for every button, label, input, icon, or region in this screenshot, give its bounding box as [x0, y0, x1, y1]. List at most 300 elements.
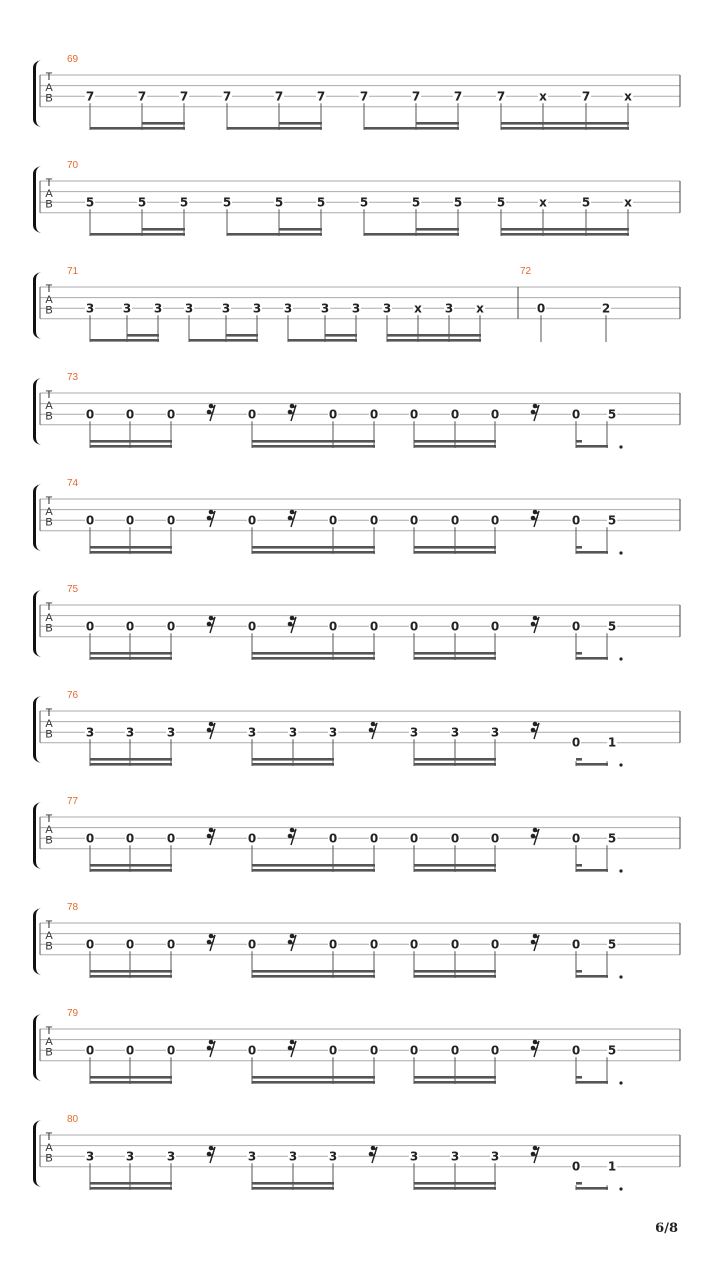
tab-clef-letter: T [45, 177, 53, 189]
fret-number: 3 [221, 301, 231, 316]
tab-clef-letter: A [45, 611, 53, 624]
tab-clef-letter: B [45, 304, 53, 317]
tab-system [33, 372, 680, 449]
fret-number: 3 [125, 725, 135, 740]
beam [90, 869, 172, 872]
fret-number: 5 [222, 195, 232, 210]
measure-number: 73 [67, 372, 79, 383]
beam [252, 1182, 334, 1185]
fret-number: 3 [85, 1149, 95, 1164]
augmentation-dot [619, 551, 622, 554]
tab-clef-letter: A [45, 717, 53, 730]
fret-number: 7 [274, 89, 284, 104]
beam [576, 657, 608, 660]
fret-number: x [476, 301, 484, 316]
fret-number: 0 [328, 619, 338, 634]
fret-number: 0 [490, 513, 500, 528]
beam [90, 440, 172, 443]
fret-number: 0 [571, 407, 581, 422]
beam [414, 657, 496, 660]
fret-number: x [624, 89, 632, 104]
fret-number: 0 [450, 1043, 460, 1058]
measure-number: 75 [67, 584, 79, 595]
augmentation-dot [619, 869, 622, 872]
fret-number: 0 [571, 1159, 581, 1174]
tab-system [33, 160, 680, 236]
fret-number: 3 [184, 301, 194, 316]
fret-number: 0 [166, 937, 176, 952]
beam [576, 864, 582, 867]
fret-number: 0 [571, 937, 581, 952]
fret-number: x [624, 195, 632, 210]
fret-number: 3 [288, 1149, 298, 1164]
fret-number: 3 [409, 725, 419, 740]
beam [576, 763, 608, 766]
page-number: 6/8 [655, 1221, 678, 1236]
tab-system [33, 1008, 680, 1085]
fret-number: 3 [153, 301, 163, 316]
fret-number: 0 [328, 1043, 338, 1058]
fret-number: 3 [320, 301, 330, 316]
fret-number: 2 [601, 301, 611, 316]
fret-number: 0 [328, 831, 338, 846]
fret-number: 0 [369, 407, 379, 422]
beam [414, 758, 496, 761]
tab-clef-letter: B [45, 940, 53, 953]
fret-number: 0 [328, 407, 338, 422]
beam [252, 970, 375, 973]
fret-number: 3 [351, 301, 361, 316]
fret-number: 7 [179, 89, 189, 104]
beam [414, 864, 496, 867]
beam [252, 1081, 375, 1084]
beam [414, 763, 496, 766]
fret-number: 5 [607, 407, 617, 422]
beam [90, 657, 172, 660]
sixteenth-rest [288, 1040, 296, 1057]
fret-number: 5 [581, 195, 591, 210]
fret-number: 0 [85, 831, 95, 846]
beam [90, 546, 172, 549]
sixteenth-rest [531, 722, 539, 739]
beam [288, 339, 357, 342]
sixteenth-rest [207, 510, 215, 527]
fret-number: 3 [490, 725, 500, 740]
fret-number: 0 [166, 407, 176, 422]
beam [252, 1187, 334, 1190]
fret-number: 0 [85, 619, 95, 634]
measure-number: 78 [67, 902, 79, 913]
fret-number: 0 [490, 937, 500, 952]
beam [576, 869, 608, 872]
beam [576, 758, 582, 761]
fret-number: 0 [571, 513, 581, 528]
fret-number: 0 [125, 407, 135, 422]
sixteenth-rest [207, 1146, 215, 1163]
fret-number: 0 [409, 407, 419, 422]
beam [252, 445, 375, 448]
tab-clef-letter: T [45, 389, 53, 401]
sixteenth-rest [531, 1146, 539, 1163]
fret-number: 3 [382, 301, 392, 316]
beam [142, 122, 185, 125]
fret-number: 0 [328, 937, 338, 952]
sixteenth-rest [531, 510, 539, 527]
fret-number: 0 [409, 1043, 419, 1058]
tab-clef-letter: A [45, 1035, 53, 1048]
fret-number: x [539, 195, 547, 210]
fret-number: 0 [536, 301, 546, 316]
fret-number: 7 [453, 89, 463, 104]
beam [576, 546, 582, 549]
fret-number: 0 [450, 513, 460, 528]
fret-number: 3 [247, 725, 257, 740]
beam [252, 551, 375, 554]
tab-clef-letter: A [45, 399, 53, 412]
fret-number: 0 [166, 619, 176, 634]
beam [279, 228, 322, 231]
fret-number: 0 [125, 513, 135, 528]
sixteenth-rest [288, 828, 296, 845]
fret-number: 3 [85, 725, 95, 740]
beam [414, 440, 496, 443]
beam [416, 228, 459, 231]
beam [501, 127, 629, 130]
fret-number: 3 [444, 301, 454, 316]
beam [414, 546, 496, 549]
beam [414, 1182, 496, 1185]
tab-clef-letter: B [45, 622, 53, 635]
tab-clef-letter: B [45, 834, 53, 847]
beam [279, 122, 322, 125]
beam [252, 864, 375, 867]
beam [90, 127, 185, 130]
tab-clef-letter: A [45, 187, 53, 200]
fret-number: 5 [179, 195, 189, 210]
beam [90, 1081, 172, 1084]
beam [414, 975, 496, 978]
fret-number: 7 [316, 89, 326, 104]
fret-number: 0 [125, 1043, 135, 1058]
tab-clef-letter: B [45, 1152, 53, 1165]
beam [387, 334, 481, 337]
tab-system [33, 796, 680, 873]
fret-number: 5 [496, 195, 506, 210]
measure-number: 80 [67, 1114, 79, 1125]
tab-system [33, 266, 680, 342]
tab-clef-letter: T [45, 813, 53, 825]
tab-clef-letter: B [45, 1046, 53, 1059]
fret-number: 3 [125, 1149, 135, 1164]
sixteenth-rest [207, 722, 215, 739]
tab-clef-letter: T [45, 495, 53, 507]
beam [576, 1076, 582, 1079]
measure-number: 71 [67, 266, 79, 277]
fret-number: 0 [571, 619, 581, 634]
fret-number: 0 [490, 1043, 500, 1058]
beam [501, 233, 629, 236]
fret-number: 5 [316, 195, 326, 210]
sixteenth-rest [288, 510, 296, 527]
fret-number: 0 [369, 831, 379, 846]
sixteenth-rest [207, 934, 215, 951]
fret-number: 7 [411, 89, 421, 104]
beam [189, 339, 258, 342]
fret-number: 0 [166, 513, 176, 528]
fret-number: 7 [222, 89, 232, 104]
augmentation-dot [619, 657, 622, 660]
beam [576, 652, 582, 655]
beam [90, 233, 185, 236]
fret-number: 7 [581, 89, 591, 104]
tab-system [33, 584, 680, 661]
beam [414, 869, 496, 872]
tab-clef-letter: B [45, 728, 53, 741]
beam [127, 334, 159, 337]
fret-number: 3 [85, 301, 95, 316]
beam [252, 869, 375, 872]
measure-number: 69 [67, 54, 79, 65]
beam [90, 864, 172, 867]
fret-number: 0 [409, 937, 419, 952]
fret-number: 0 [409, 513, 419, 528]
beam [252, 975, 375, 978]
tab-system [33, 902, 680, 979]
beam [414, 551, 496, 554]
beam [414, 970, 496, 973]
fret-number: 0 [85, 1043, 95, 1058]
fret-number: 0 [369, 937, 379, 952]
sixteenth-rest [531, 934, 539, 951]
fret-number: 0 [369, 1043, 379, 1058]
augmentation-dot [619, 1081, 622, 1084]
augmentation-dot [619, 975, 622, 978]
fret-number: 3 [288, 725, 298, 740]
augmentation-dot [619, 445, 622, 448]
fret-number: 0 [369, 619, 379, 634]
tab-clef-letter: A [45, 929, 53, 942]
fret-number: 5 [359, 195, 369, 210]
beam [90, 1182, 172, 1185]
beam [90, 763, 172, 766]
fret-number: 3 [450, 1149, 460, 1164]
beam [576, 1182, 582, 1185]
tab-system [33, 690, 680, 767]
beam [576, 1187, 608, 1190]
beam [416, 122, 459, 125]
beam [90, 551, 172, 554]
fret-number: 0 [328, 513, 338, 528]
fret-number: 3 [283, 301, 293, 316]
sixteenth-rest [288, 404, 296, 421]
beam [576, 975, 608, 978]
sixteenth-rest [207, 404, 215, 421]
beam [90, 970, 172, 973]
sixteenth-rest [369, 722, 377, 739]
measure-number: 79 [67, 1008, 79, 1019]
beam [252, 657, 375, 660]
fret-number: 0 [490, 619, 500, 634]
fret-number: 5 [274, 195, 284, 210]
fret-number: 5 [607, 1043, 617, 1058]
fret-number: 0 [450, 619, 460, 634]
fret-number: 0 [166, 831, 176, 846]
fret-number: 7 [137, 89, 147, 104]
beam [364, 127, 459, 130]
sixteenth-rest [531, 828, 539, 845]
fret-number: 1 [607, 735, 617, 750]
beam [387, 339, 481, 342]
tab-clef-letter: A [45, 505, 53, 518]
beam [90, 758, 172, 761]
beam [252, 758, 334, 761]
beam [576, 551, 608, 554]
fret-number: 0 [571, 1043, 581, 1058]
fret-number: 0 [571, 831, 581, 846]
fret-number: 0 [85, 407, 95, 422]
fret-number: 0 [490, 831, 500, 846]
tab-clef-letter: B [45, 410, 53, 423]
sixteenth-rest [531, 404, 539, 421]
fret-number: 3 [166, 1149, 176, 1164]
beam [90, 652, 172, 655]
fret-number: 0 [85, 513, 95, 528]
beam [576, 970, 582, 973]
fret-number: 3 [122, 301, 132, 316]
fret-number: 3 [166, 725, 176, 740]
fret-number: 0 [247, 619, 257, 634]
beam [501, 228, 629, 231]
fret-number: 7 [85, 89, 95, 104]
measure-number: 74 [67, 478, 79, 489]
fret-number: 0 [247, 1043, 257, 1058]
beam [252, 1076, 375, 1079]
beam [142, 228, 185, 231]
fret-number: 3 [490, 1149, 500, 1164]
tab-clef-letter: A [45, 81, 53, 94]
fret-number: x [539, 89, 547, 104]
sixteenth-rest [531, 1040, 539, 1057]
tab-clef-letter: B [45, 516, 53, 529]
fret-number: 0 [166, 1043, 176, 1058]
beam [576, 1081, 608, 1084]
fret-number: 0 [125, 937, 135, 952]
fret-number: 0 [247, 513, 257, 528]
beam [414, 1187, 496, 1190]
tab-clef-letter: T [45, 283, 53, 295]
fret-number: 5 [607, 937, 617, 952]
augmentation-dot [619, 763, 622, 766]
beam [576, 440, 582, 443]
fret-number: 0 [409, 831, 419, 846]
beam [325, 334, 357, 337]
fret-number: 0 [247, 831, 257, 846]
beam [227, 233, 322, 236]
fret-number: 0 [409, 619, 419, 634]
sixteenth-rest [207, 616, 215, 633]
fret-number: 3 [409, 1149, 419, 1164]
tab-clef-letter: A [45, 823, 53, 836]
augmentation-dot [619, 1187, 622, 1190]
fret-number: 3 [252, 301, 262, 316]
tab-clef-letter: T [45, 601, 53, 613]
fret-number: 0 [125, 619, 135, 634]
beam [227, 127, 322, 130]
measure-number: 76 [67, 690, 79, 701]
sixteenth-rest [288, 616, 296, 633]
beam [252, 763, 334, 766]
fret-number: 0 [369, 513, 379, 528]
fret-number: 3 [328, 1149, 338, 1164]
fret-number: 5 [607, 831, 617, 846]
fret-number: 5 [411, 195, 421, 210]
fret-number: 5 [607, 513, 617, 528]
beam [252, 440, 375, 443]
tab-clef-letter: T [45, 707, 53, 719]
tab-clef-letter: T [45, 919, 53, 931]
fret-number: 0 [450, 407, 460, 422]
beam [414, 1076, 496, 1079]
beam [576, 445, 608, 448]
tab-system [33, 1114, 680, 1191]
sixteenth-rest [207, 1040, 215, 1057]
fret-number: 3 [450, 725, 460, 740]
fret-number: 3 [247, 1149, 257, 1164]
fret-number: x [414, 301, 422, 316]
beam [501, 122, 629, 125]
sixteenth-rest [531, 616, 539, 633]
beam [252, 652, 375, 655]
beam [414, 445, 496, 448]
tab-clef-letter: T [45, 1131, 53, 1143]
tab-system [33, 54, 680, 130]
fret-number: 0 [85, 937, 95, 952]
measure-number: 77 [67, 796, 79, 807]
beam [90, 1076, 172, 1079]
fret-number: 0 [125, 831, 135, 846]
fret-number: 0 [247, 407, 257, 422]
fret-number: 1 [607, 1159, 617, 1174]
sixteenth-rest [207, 828, 215, 845]
beam [90, 975, 172, 978]
measure-number: 72 [520, 266, 532, 277]
beam [252, 546, 375, 549]
beam [90, 445, 172, 448]
beam [364, 233, 459, 236]
fret-number: 0 [450, 831, 460, 846]
fret-number: 0 [247, 937, 257, 952]
fret-number: 7 [496, 89, 506, 104]
sixteenth-rest [369, 1146, 377, 1163]
fret-number: 0 [490, 407, 500, 422]
tab-clef-letter: A [45, 293, 53, 306]
fret-number: 5 [85, 195, 95, 210]
beam [414, 652, 496, 655]
fret-number: 5 [453, 195, 463, 210]
fret-number: 0 [450, 937, 460, 952]
tab-clef-letter: T [45, 1025, 53, 1037]
beam [90, 339, 159, 342]
fret-number: 5 [607, 619, 617, 634]
tab-clef-letter: B [45, 92, 53, 105]
measure-number: 70 [67, 160, 79, 171]
sixteenth-rest [288, 934, 296, 951]
tab-system [33, 478, 680, 555]
beam [90, 1187, 172, 1190]
fret-number: 7 [359, 89, 369, 104]
beam [226, 334, 258, 337]
tab-clef-letter: T [45, 71, 53, 83]
